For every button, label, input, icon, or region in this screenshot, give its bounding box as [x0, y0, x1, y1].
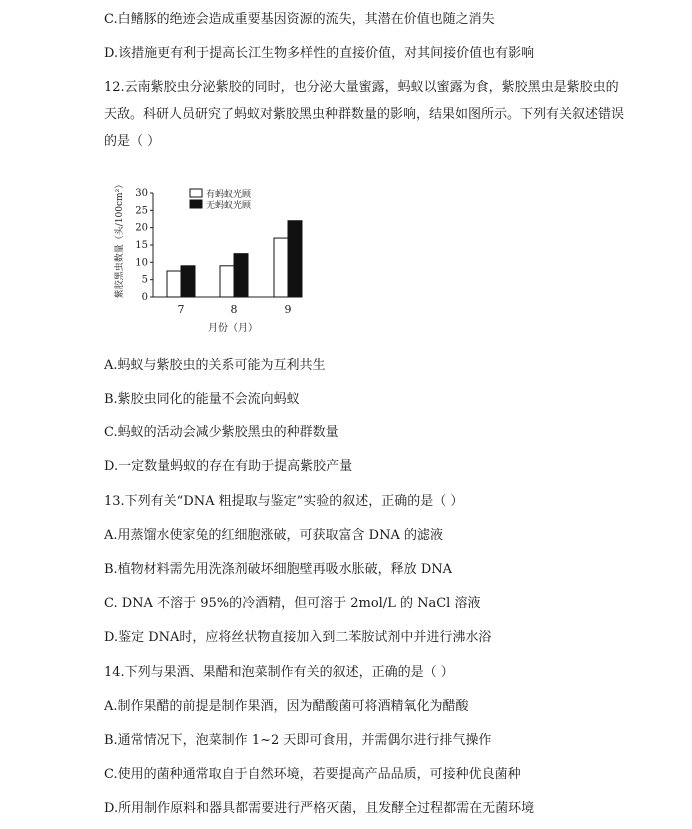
bar-with-ants-9 [274, 238, 288, 297]
bar-without-ants-7 [181, 266, 195, 297]
x-tick-label: 8 [230, 303, 238, 316]
y-tick-label: 0 [141, 292, 148, 303]
x-tick-label: 9 [284, 303, 292, 316]
y-axis-label: 紫胶黑虫数量（头/100cm²） [115, 179, 125, 299]
y-tick-label: 10 [135, 257, 148, 269]
legend-label: 有蚂蚁光顾 [206, 190, 252, 200]
y-tick-label: 25 [135, 205, 148, 217]
y-tick-label: 30 [135, 188, 148, 199]
text-line: B.植物材料需先用洗涤剂破坏细胞壁再吸水胀破，释放 DNA [104, 562, 453, 577]
text-line: 天敌。科研人员研究了蚂蚁对紫胶黑虫种群数量的影响，结果如图所示。下列有关叙述错误 [104, 107, 625, 122]
bar-chart [108, 175, 308, 335]
text-line: D.鉴定 DNA时，应将丝状物直接加入到二苯胺试剂中并进行沸水浴 [104, 630, 492, 645]
bar-without-ants-8 [234, 254, 248, 297]
legend-swatch [190, 200, 202, 208]
legend-swatch [190, 189, 202, 197]
text-line: B.通常情况下，泡菜制作 1~2 天即可食用，并需偶尔进行排气操作 [104, 733, 492, 748]
text-line: C.白鳍豚的绝迹会造成重要基因资源的流失，其潜在价值也随之消失 [104, 12, 495, 27]
text-line: A.制作果醋的前提是制作果酒，因为醋酸菌可将酒精氧化为醋酸 [104, 699, 469, 714]
text-line: D.一定数量蚂蚁的存在有助于提高紫胶产量 [104, 459, 353, 474]
y-tick-label: 20 [135, 222, 148, 234]
text-line: D.所用制作原料和器具都需要进行严格灭菌，且发酵全过程都需在无菌环境 [104, 801, 535, 816]
text-line: C. DNA 不溶于 95%的冷酒精，但可溶于 2mol/L 的 NaCl 溶液 [104, 596, 481, 611]
text-line: C.蚂蚁的活动会减少紫胶黑虫的种群数量 [104, 425, 339, 440]
text-line: 的是（ ） [104, 134, 161, 149]
text-line: 13.下列有关“DNA 粗提取与鉴定”实验的叙述，正确的是（ ） [104, 494, 464, 509]
y-tick-label: 15 [135, 240, 148, 251]
text-line: 14.下列与果酒、果醋和泡菜制作有关的叙述，正确的是（ ） [104, 665, 454, 680]
text-line: A.用蒸馏水使家兔的红细胞涨破，可获取富含 DNA 的滤液 [104, 528, 443, 543]
bar-with-ants-7 [167, 271, 181, 297]
legend-label: 无蚂蚁光顾 [206, 201, 252, 211]
x-axis-label: 月份（月） [208, 323, 258, 334]
bar-without-ants-9 [288, 221, 302, 297]
text-line: B.紫胶虫同化的能量不会流向蚂蚁 [104, 392, 300, 407]
text-line: A.蚂蚁与紫胶虫的关系可能为互利共生 [104, 358, 326, 373]
y-tick-label: 5 [141, 274, 148, 286]
bar-with-ants-8 [220, 266, 234, 297]
x-tick-label: 7 [177, 303, 185, 316]
text-line: 12.云南紫胶虫分泌紫胶的同时，也分泌大量蜜露，蚂蚁以蜜露为食，紫胶黑虫是紫胶虫的 [104, 80, 619, 95]
text-line: D.该措施更有利于提高长江生物多样性的直接价值，对其间接价值也有影响 [104, 46, 535, 61]
text-line: C.使用的菌种通常取自于自然环境，若要提高产品品质，可接种优良菌种 [104, 767, 521, 782]
